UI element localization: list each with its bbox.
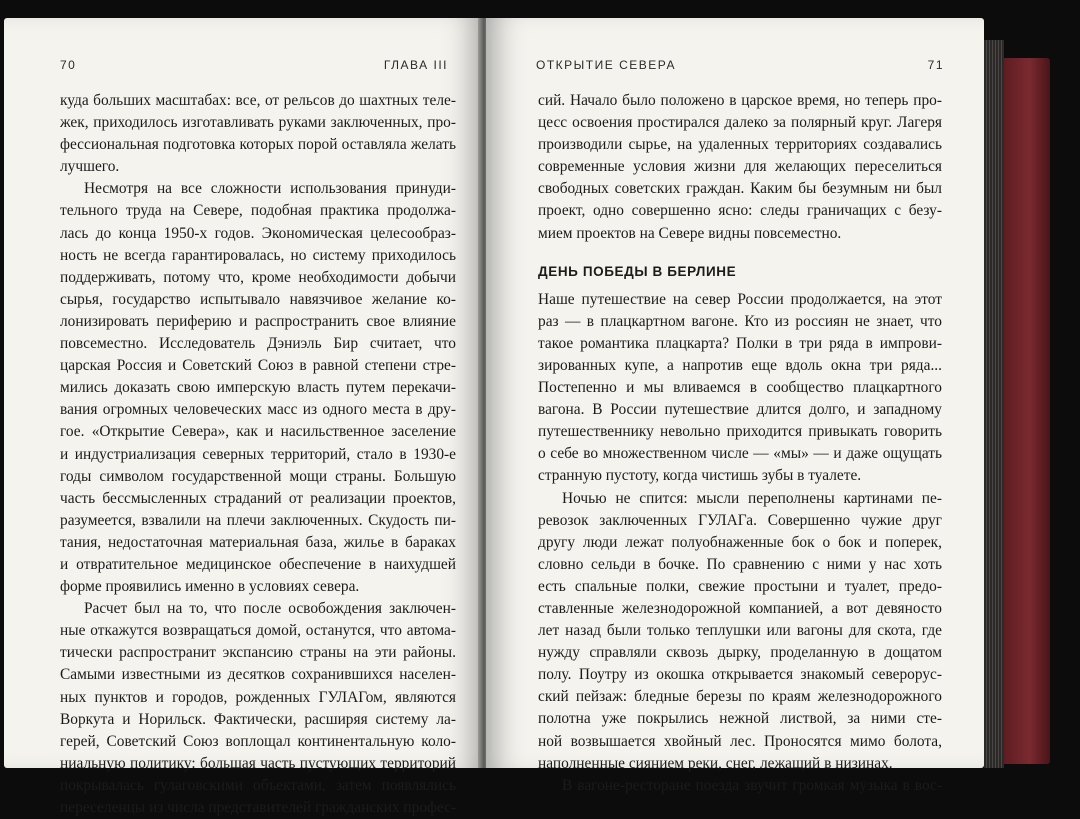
text-line: жек, приходилось изготавливать руками заключенных, про- (60, 114, 456, 132)
left-page (4, 18, 482, 816)
text-line: лучшего. (60, 158, 120, 176)
text-line: вания огромных человеческих масс из одного места в дру- (60, 401, 456, 419)
text-line: Самыми известными из десятков сохранившихся населен- (60, 666, 456, 684)
text-line: такое романтика плацкарта? Полки в три ряда в импрови- (538, 334, 942, 352)
text-line: раз — в плацкартном вагоне. Кто из россиян не знает, что (538, 312, 942, 330)
text-line: путешественнику невольно приходится привыкать говорить (538, 423, 942, 441)
book-cover-edge (1004, 58, 1050, 764)
text-line: герей, Советский Союз воплощал континентальную коло- (60, 732, 456, 750)
text-line: часть бессмысленных страданий от реализации проектов, (60, 489, 456, 507)
text-line: лонизировать периферию и распространить свое влияние (60, 312, 456, 330)
text-line: поддерживать, потому что, кроме необходимости добычи (60, 268, 456, 286)
text-line: ных пунктов и городов, рожденных ГУЛАГом, являются (60, 688, 456, 706)
left-running-head (4, 58, 482, 78)
right-page-body (538, 90, 942, 797)
text-line: ставленные железнодорожной компанией, а вот девяносто (538, 599, 942, 617)
text-line: Ночью не спится: мысли переполнены картинами пе- (562, 489, 942, 507)
text-line: мились доказать свою имперскую власть путем перекачи- (60, 379, 456, 397)
text-line: ной возвышается хвойный лес. Проносятся мимо болота, (538, 732, 942, 750)
text-line: Расчет был на то, что после освобождения заключен- (84, 600, 456, 618)
text-line: вагона. В России путешествие длится долго, и западному (538, 401, 942, 419)
text-line: и индустриализация северных территорий, стало в 1930-е (60, 445, 456, 463)
text-line: есть спальные полки, свежие простыни и туалет, предо- (538, 577, 942, 595)
text-line: тически распространит экспансию страны на эти районы. (60, 644, 456, 662)
section-title: ОТКРЫТИЕ СЕВЕРА (536, 58, 676, 72)
text-line: и отвратительное медицинское обеспечение в наихудшей (60, 555, 456, 573)
text-line: В вагоне-ресторане поезда звучит громкая музыка в вос- (562, 776, 942, 794)
text-line: Несмотря на все сложности использования принуди- (84, 180, 456, 198)
right-running-head (486, 58, 984, 78)
text-line: куда больших масштабах: все, от рельсов до шахтных теле- (60, 92, 456, 109)
left-page-body (60, 90, 456, 819)
text-line: проект, одно совершенно ясно: следы граничащих с безу- (538, 202, 942, 220)
text-line: ский пейзаж: бледные березы по краям железнодорожного (538, 688, 942, 706)
text-line: фессиональная подготовка которых порой оставляла желать (60, 136, 456, 154)
text-line: царская Россия и Советский Союз в равной степени стре- (60, 357, 456, 375)
text-line: полотна уже покрылись нежной листвой, за ними сте- (538, 710, 942, 728)
text-line: лет назад были только теплушки или вагоны для скота, где (538, 622, 942, 640)
text-line: покрывалась гулаговскими объектами, затем появлялись (60, 776, 456, 794)
text-line: годы символом государственной мощи страны. Большую (60, 467, 456, 485)
text-line: переселенцы из числа представителей гражданских профес- (60, 799, 457, 816)
text-line: лась до конца 1950-х годов. Экономическая целесообраз- (60, 224, 456, 242)
text-line: свободных советских граждан. Каким бы безумным ни был (538, 180, 942, 198)
text-line: о себе во множественном числе — «мы» — и даже ощущать (538, 445, 942, 463)
text-line: тельного труда на Севере, подобная практика продолжа- (60, 202, 456, 220)
text-line: странную пустоту, когда чистишь зубы в туалете. (538, 467, 862, 485)
text-line: ность не всегда гарантировалась, но систему приходилось (60, 246, 456, 264)
text-line: производили сырье, на удаленных территориях создавались (538, 136, 942, 154)
page-edges (984, 40, 1004, 768)
text-line: современные условия жизни для желающих переселиться (538, 158, 942, 176)
text-line: гое. «Открытие Севера», как и насильственное заселение (60, 423, 456, 441)
text-line: ревозок заключенных ГУЛАГа. Совершенно чужие друг (538, 511, 942, 529)
text-line: Воркута и Норильск. Фактически, расширяя систему ла- (60, 710, 456, 728)
paragraph-group-before-heading (538, 90, 942, 245)
paragraph-group-after-heading (538, 289, 942, 797)
text-line: зированных купе, а напротив еще вдоль окна три ряда... (538, 356, 942, 374)
subsection-heading: ДЕНЬ ПОБЕДЫ В БЕРЛИНЕ (538, 263, 737, 279)
text-line: наполненные сиянием реки, снег, лежащий в низинах. (538, 754, 893, 772)
text-line: сий. Начало было положено в царское время, но теперь про- (538, 92, 942, 109)
text-line: ниальную политику: большая часть пустующих территорий (60, 754, 456, 772)
text-line: словно сельди в бочке. По сравнению с ними у нас хоть (538, 555, 942, 573)
text-line: Постепенно и мы вливаемся в сообщество плацкартного (538, 379, 942, 397)
page-number-left: 70 (60, 58, 77, 72)
text-line: ные откажутся возвращаться домой, останутся, что автома- (60, 622, 456, 640)
text-line: разумеется, взвалили на плечи заключенных. Скудость пи- (60, 511, 456, 529)
text-line: тания, недостаточная материальная база, жилье в бараках (60, 533, 456, 551)
text-line: сырья, государство испытывало навязчивое желание ко- (60, 290, 456, 308)
text-line: полу. Поутру из окошка открывается знакомый северорус- (538, 666, 942, 684)
text-line: форме проявились именно в условиях севера. (60, 578, 360, 596)
text-line: Наше путешествие на север России продолжается, на этот (538, 290, 942, 308)
text-line: цесс освоения простирался далеко за полярный круг. Лагеря (538, 114, 942, 132)
chapter-title: ГЛАВА III (383, 58, 448, 72)
text-line: повсеместно. Исследователь Дэниэль Бир считает, что (60, 335, 456, 353)
text-line: нужду справляли сквозь дырку, проделанную в дощатом (538, 644, 942, 662)
text-line: мием проектов на Севере видны повсеместно. (538, 224, 842, 242)
right-page (486, 18, 984, 794)
text-line: другу люди лежат полуобнаженные бок о бок и поперек, (538, 533, 942, 551)
page-number-right: 71 (927, 58, 944, 72)
